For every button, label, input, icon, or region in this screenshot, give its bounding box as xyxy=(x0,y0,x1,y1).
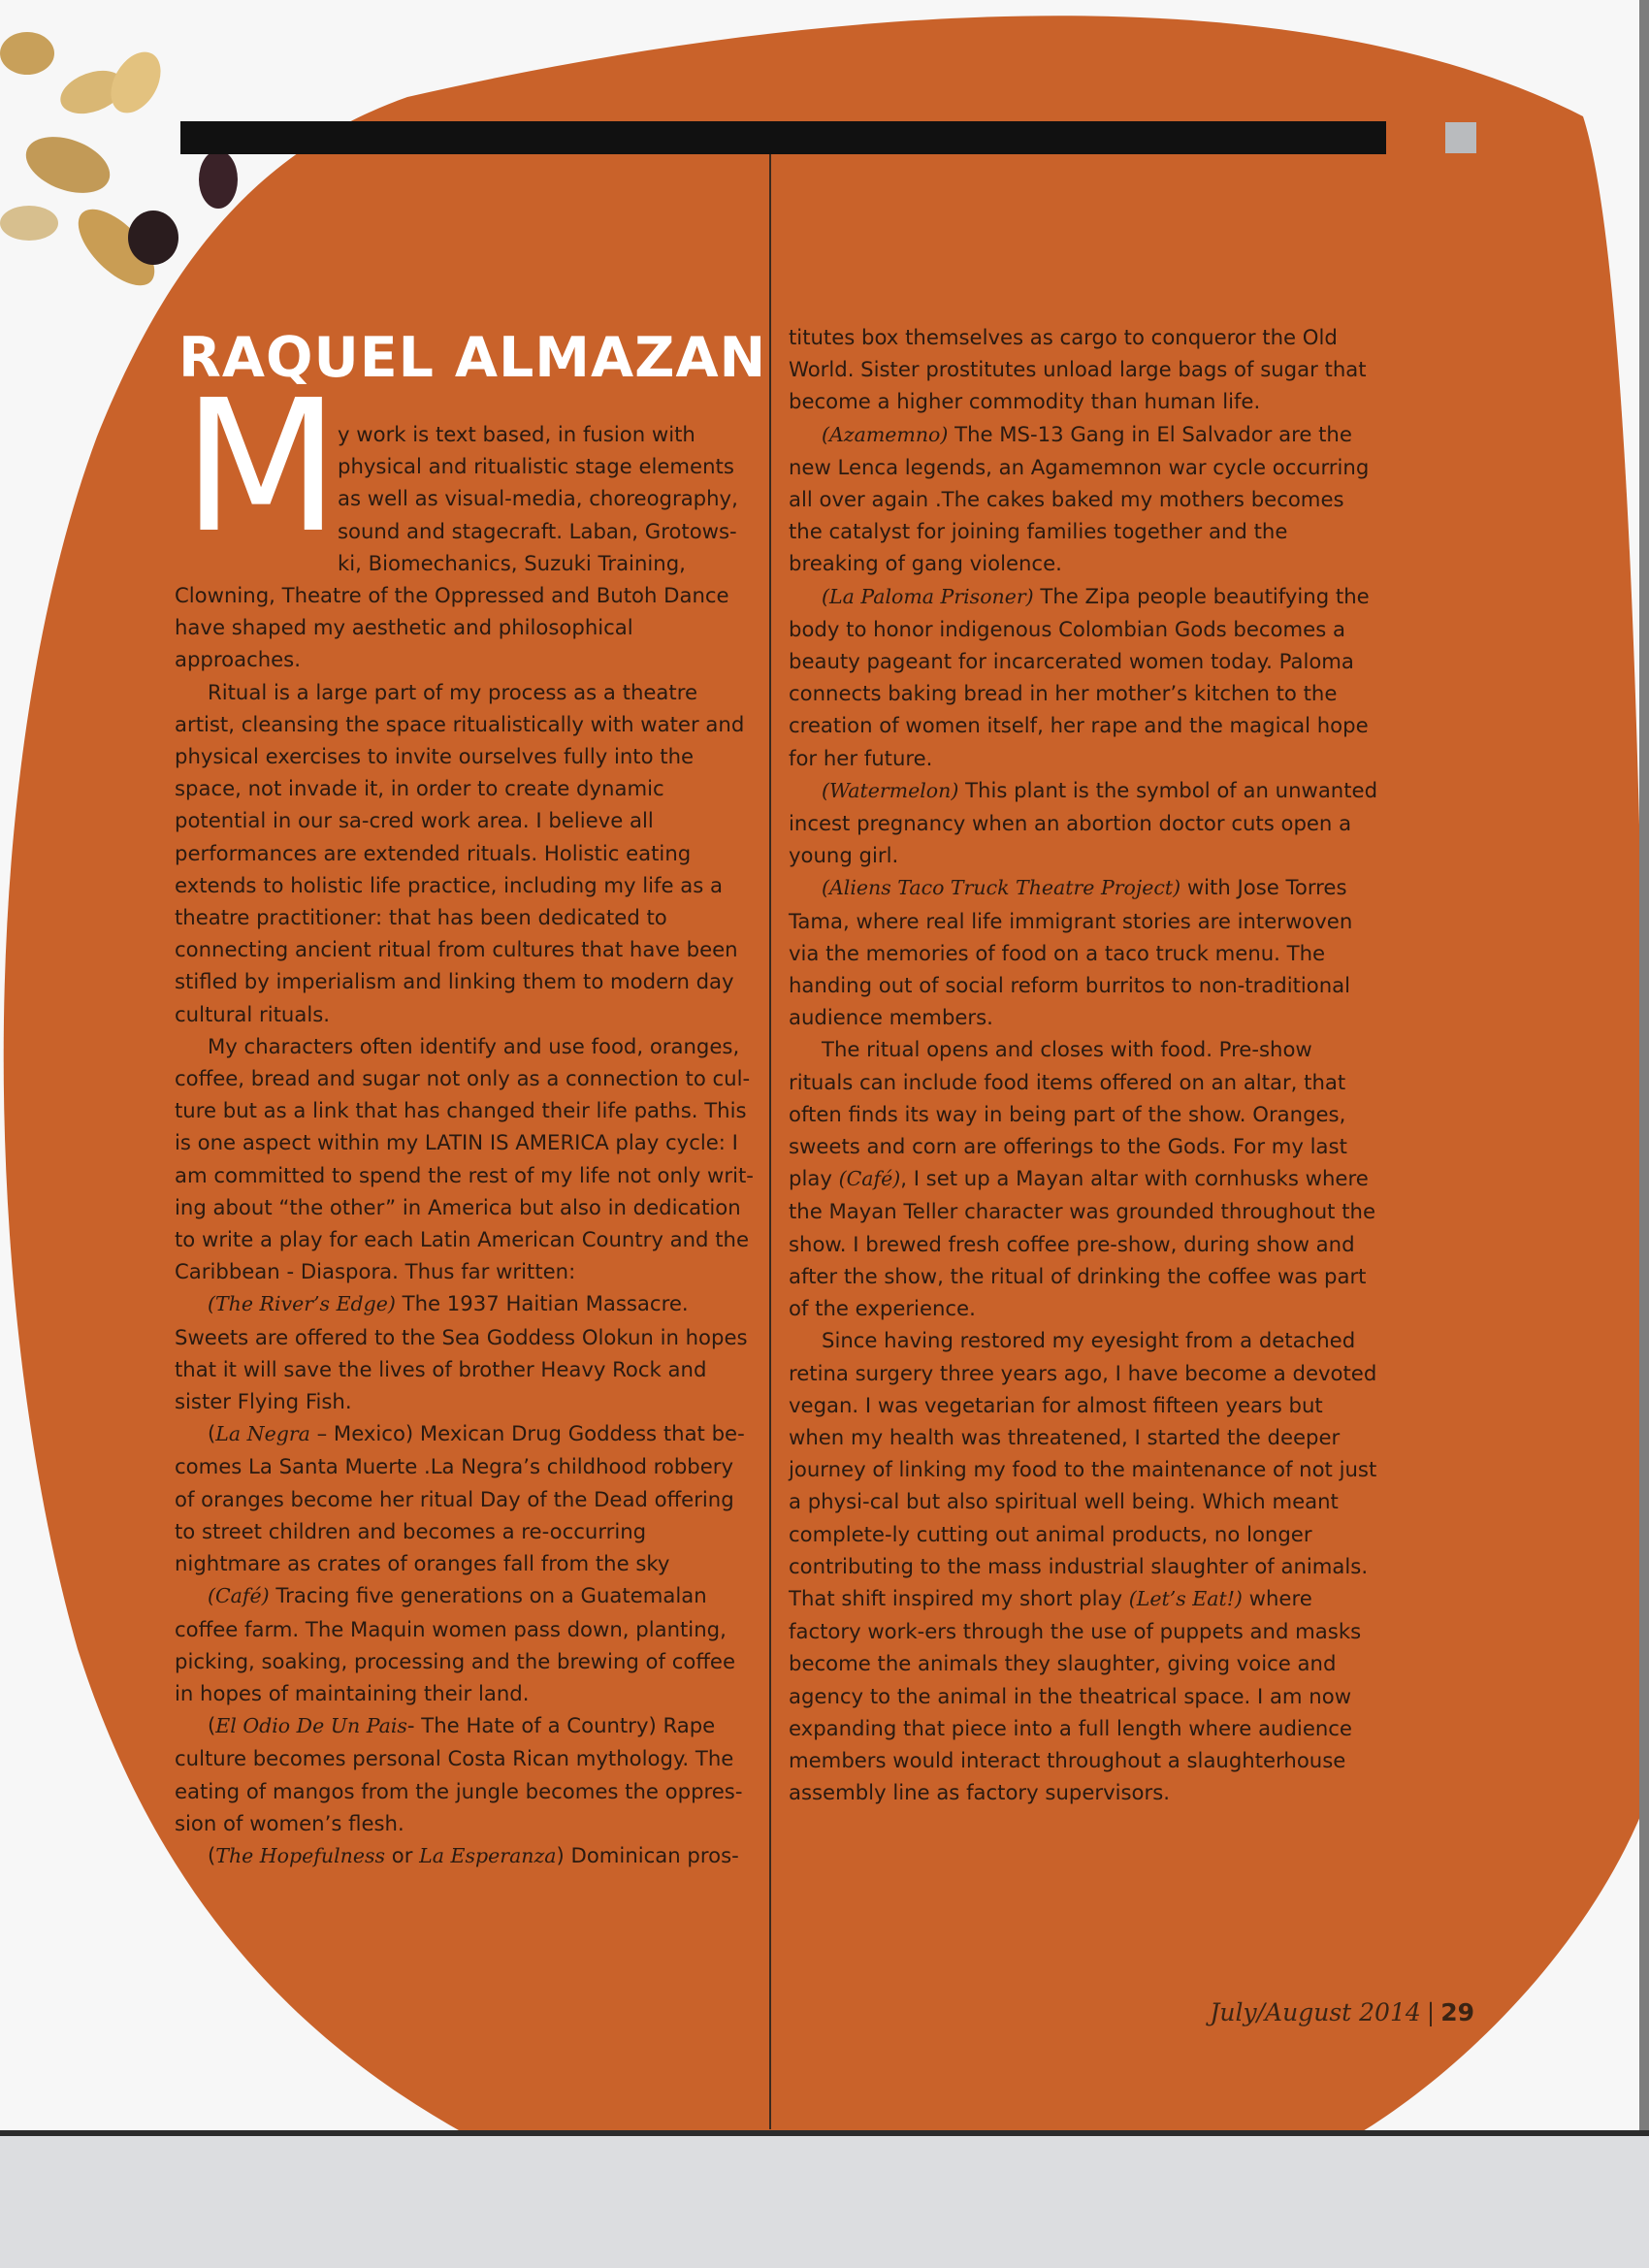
intro-line: y work is text based, in fusion with xyxy=(338,422,695,446)
play-azamemno: (Azamemno) The MS-13 Gang in El Salvador are the new Lenca legends, an Agamemnon war cycle occurring all over again .The cakes baked my mothers becomes the catalyst for joining families together and the breaking of gang violence. xyxy=(789,421,1370,576)
play-title: La Negra xyxy=(215,1422,310,1446)
footer-separator: | xyxy=(1426,1998,1436,2026)
play-rivers-edge: (The River’s Edge) The 1937 Haitian Massacre. Sweets are offered to the Sea Goddess Olokun in hopes that it will save the lives of brother Heavy Rock and sister Flying Fish. xyxy=(175,1291,748,1414)
play-la-paloma: (La Paloma Prisoner) The Zipa people beautifying the body to honor indigenous Colombian Gods becomes a beauty pageant for incarcerated women today. Paloma connects baking bread in her mother’s kitchen to the creation of women itself, her rape and the magical hope for her future. xyxy=(789,583,1370,770)
play-title: (The River’s Edge) xyxy=(208,1292,396,1316)
play-la-negra: (La Negra – Mexico) Mexican Drug Goddess that be-comes La Santa Muerte .La Negra’s childhood robbery of oranges become her ritual Day of the Dead offering to street children and becomes a re-occurring nightmare as crates of oranges fall from the sky xyxy=(175,1421,745,1576)
page-footer xyxy=(1210,1998,1474,2026)
paragraph-ritual: Ritual is a large part of my process as a theatre artist, cleansing the space ritualistically with water and physical exercises to invite ourselves fully into the space, not invade it, in order to create dynamic potential in our sa-cred work area. I believe all performances are extended rituals. Holistic eating extends to holistic life practice, including my life as a theatre practitioner: that has been dedicated to connecting ancient ritual from cultures that have been stifled by imperialism and linking them to modern day cultural rituals. xyxy=(175,679,745,1026)
play-title: (Let’s Eat!) xyxy=(1128,1586,1243,1610)
intro-lines xyxy=(338,418,760,579)
intro-line: ki, Biomechanics, Suzuki Training, xyxy=(338,550,686,575)
paragraph-characters: My characters often identify and use food, oranges, coffee, bread and sugar not only as a connection to cul-ture but as a link that has changed their life paths. This is one aspect within my LATIN IS AMERICA play cycle: I am committed to spend the rest of my life not only writ-ing about “the other” in America but also in dedication to write a play for each Latin American Country and the Caribbean - Diaspora. Thus far written: xyxy=(175,1033,754,1284)
play-aliens-taco-truck: (Aliens Taco Truck Theatre Project) with Jose Torres Tama, where real life immigrant stories are interwoven via the memories of food on a taco truck menu. The handing out of social reform burritos to non-traditional audience members. xyxy=(789,875,1353,1030)
issue-date: July/August 2014 xyxy=(1210,1998,1421,2026)
corner-square xyxy=(1445,122,1476,153)
intro-paragraph: Clowning, Theatre of the Oppressed and Butoh Dance have shaped my aesthetic and philosophical approaches. xyxy=(175,583,729,672)
play-title: La Esperanza xyxy=(419,1843,557,1867)
play-title: (Watermelon) xyxy=(822,778,959,802)
play-hopefulness-continued: titutes box themselves as cargo to conqueror the Old World. Sister prostitutes unload large bags of sugar that become a higher commodity than human life. xyxy=(789,325,1367,414)
page-number: 29 xyxy=(1440,1998,1474,2026)
play-title: (La Paloma Prisoner) xyxy=(822,584,1034,608)
play-title: (Café) xyxy=(208,1584,270,1608)
right-column xyxy=(789,321,1382,1808)
play-title: El Odio De Un Pais xyxy=(215,1714,407,1738)
intro-line: physical and ritualistic stage elements xyxy=(338,454,734,479)
play-watermelon: (Watermelon) This plant is the symbol of an unwanted incest pregnancy when an abortion doctor cuts open a young girl. xyxy=(789,777,1378,868)
intro-line: sound and stagecraft. Laban, Grotows- xyxy=(338,518,737,543)
intro-line: as well as visual-media, choreography, xyxy=(338,486,738,511)
play-title: The Hopefulness xyxy=(215,1843,386,1867)
header-bar xyxy=(180,121,1386,154)
play-cafe: (Café) Tracing five generations on a Guatemalan coffee farm. The Maquin women pass down, planting, picking, soaking, processing and the brewing of coffee in hopes of maintaining their land. xyxy=(175,1583,735,1705)
article-title: RAQUEL ALMAZAN xyxy=(178,326,767,390)
paragraph-ritual-opens: The ritual opens and closes with food. Pre-show rituals can include food items offered on an altar, that often finds its way in being part of the show. Oranges, sweets and corn are offerings to the Gods. For my last play (Café), I set up a Mayan altar with cornhusks where the Mayan Teller character was grounded throughout the show. I brewed fresh coffee pre-show, during show and after the show, the ritual of drinking the coffee was part of the experience. xyxy=(789,1037,1375,1321)
paragraph-eyesight: Since having restored my eyesight from a detached retina surgery three years ago, I have become a devoted vegan. I was vegetarian for almost fifteen years but when my health was threatened, I started the deeper journey of linking my food to the maintenance of not just a physi-cal but also spiritual well being. Which meant complete-ly cutting out animal products, no longer contributing to the mass industrial slaughter of animals. That shift inspired my short play (Let’s Eat!) where factory work-ers through the use of puppets and masks become the animals they slaughter, giving voice and agency to the animal in the theatrical space. I am now expanding that piece into a full length where audience members would interact throughout a slaughterhouse assembly line as factory supervisors. xyxy=(789,1328,1377,1805)
play-el-odio: (El Odio De Un Pais- The Hate of a Country) Rape culture becomes personal Costa Rican mythology. The eating of mangos from the jungle becomes the oppres-sion of women’s flesh. xyxy=(175,1713,743,1835)
play-title: (Café) xyxy=(838,1167,901,1191)
drop-cap: M xyxy=(182,361,340,573)
play-title: (Aliens Taco Truck Theatre Project) xyxy=(822,876,1181,900)
left-column xyxy=(175,579,759,1872)
play-title: (Azamemno) xyxy=(822,422,949,446)
column-divider xyxy=(769,154,771,2129)
play-hopefulness: (The Hopefulness or La Esperanza) Dominican pros- xyxy=(208,1842,739,1867)
